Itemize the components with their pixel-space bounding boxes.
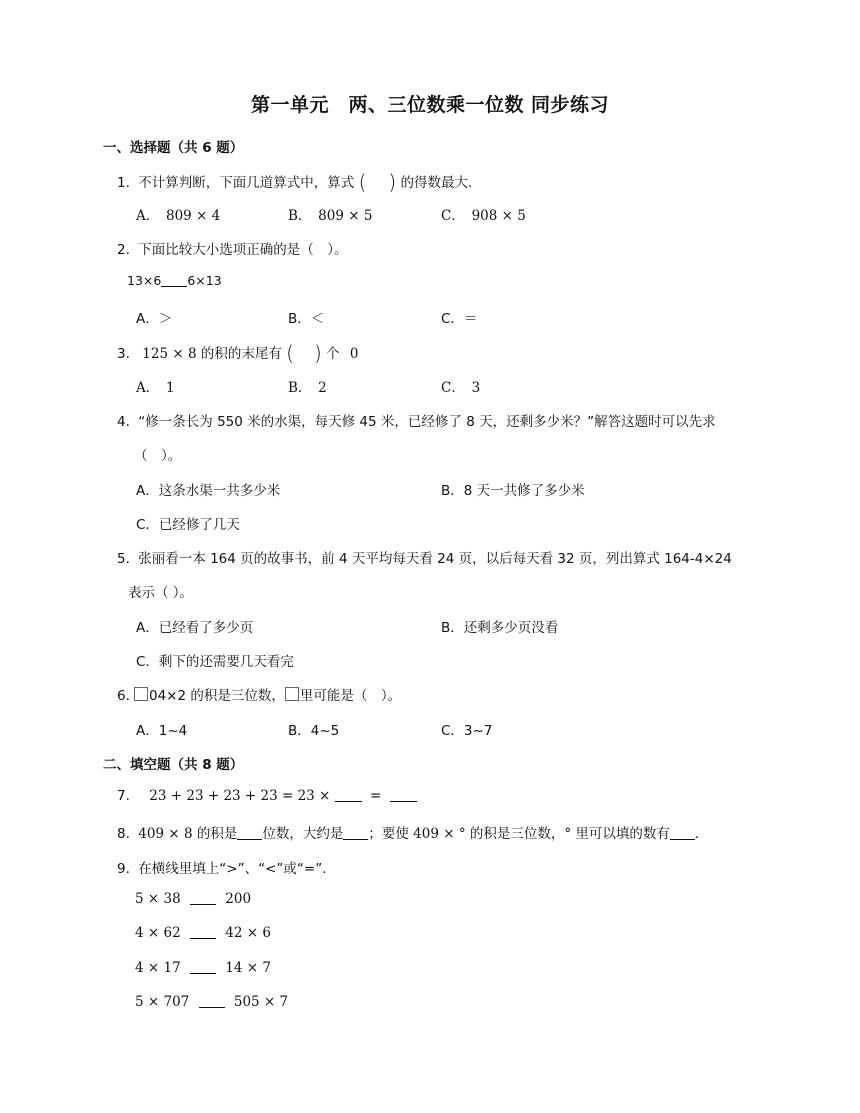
question-number: 1. [117,175,130,191]
comparison-row: 4 × 62 42 × 6 [135,925,271,941]
question-text: “修一条长为 550 米的水渠，每天修 45 米，已经修了 8 天，还剩多少米？”解答这题时可以先求 [138,414,716,430]
option-b: B．还剩多少页没看 [441,620,559,636]
comparison-row: 5 × 38 200 [135,891,252,907]
math-expression: 409 × 8 [138,826,193,842]
option-b: B． 809 × 5 [288,208,373,224]
comparison-expression: 13×6 6×13 [127,273,222,288]
answer-blank [190,961,216,974]
answer-blank [343,827,368,840]
question-text: 下面比较大小选项正确的是（ ）。 [138,242,348,258]
answer-paren-open: ( [286,341,294,365]
option-c: C．剩下的还需要几天看完 [136,654,294,670]
question-number: 6. [117,688,130,704]
math-expression: 409 × ° [413,826,466,842]
question-9 [117,857,327,877]
question-1 [117,170,472,194]
option-b: B． 2 [288,380,327,396]
answer-blank [335,789,362,802]
answer-blank [237,827,262,840]
math-expression: 125 × 8 [142,346,197,362]
blank-box-icon [134,687,148,701]
comparison-row: 5 × 707 505 × 7 [135,994,289,1010]
option-a: A．已经看了多少页 [136,620,254,636]
option-b: B．＜ [288,311,325,327]
option-a: A．＞ [136,311,173,327]
question-text: 张丽看一本 164 页的故事书，前 4 天平均每天看 24 页，以后每天看 32 页，列出算式 164-4×24 [138,551,732,567]
option-a: A．这条水渠一共多少米 [136,483,281,499]
question-5 [117,547,732,567]
answer-paren-open: ( [358,170,367,194]
comparison-row: 4 × 17 14 × 7 [135,960,271,976]
question-4 [117,410,716,430]
question-3: 3. 125 × 8 的积的末尾有 ( ) 个 0 [117,341,359,365]
option-c: C．＝ [441,311,478,327]
answer-blank [161,274,187,287]
question-text-continued: （ ）。 [134,448,182,464]
question-number: 2. [117,242,130,258]
question-number: 4. [117,414,130,430]
question-number: 3. [117,346,130,362]
question-6: 6. 04×2 的积是三位数， 里可能是（ ）。 [117,688,402,704]
option-b: B．4~5 [288,723,340,739]
option-c: C． 3 [441,380,481,396]
answer-blank [670,827,695,840]
question-number: 7. [117,788,130,804]
question-2 [117,238,348,258]
question-text: 的得数最大. [400,175,473,191]
answer-blank [190,926,216,939]
option-c: C．3~7 [441,723,493,739]
option-c: C． 908 × 5 [441,208,526,224]
answer-paren-close: ) [313,341,322,365]
question-text-continued: 表示（ ）。 [128,585,194,601]
answer-blank [390,789,417,802]
option-c: C．已经修了几天 [136,517,240,533]
option-a: A．1~4 [136,723,188,739]
section-heading-fill: 二、填空题（共 8 题） [103,757,244,773]
question-text: 不计算判断，下面几道算式中，算式 [138,175,355,191]
question-number: 9. [117,861,130,877]
option-a: A． 1 [136,380,175,396]
question-number: 8. [117,826,130,842]
answer-paren-close: ) [388,170,397,194]
page-title: 第一单元 两、三位数乘一位数 同步练习 [250,94,610,116]
question-text: 在横线里填上“>”、“<”或“=”. [138,861,327,877]
answer-blank [190,892,216,905]
math-expression: 23 + 23 + 23 + 23 = 23 × [149,788,331,804]
question-number: 5. [117,551,130,567]
option-b: B．8 天一共修了多少米 [441,483,585,499]
question-8: 8. 409 × 8 的积是 位数，大约是 ；要使 409 × ° 的积是三位数，° 里可以填的数有 . [117,826,700,842]
section-heading-choice: 一、选择题（共 6 题） [103,140,244,156]
blank-box-icon [285,687,299,701]
answer-blank [199,995,225,1008]
option-a: A． 809 × 4 [136,208,221,224]
question-7: 7. 23 + 23 + 23 + 23 = 23 × = [117,788,417,804]
